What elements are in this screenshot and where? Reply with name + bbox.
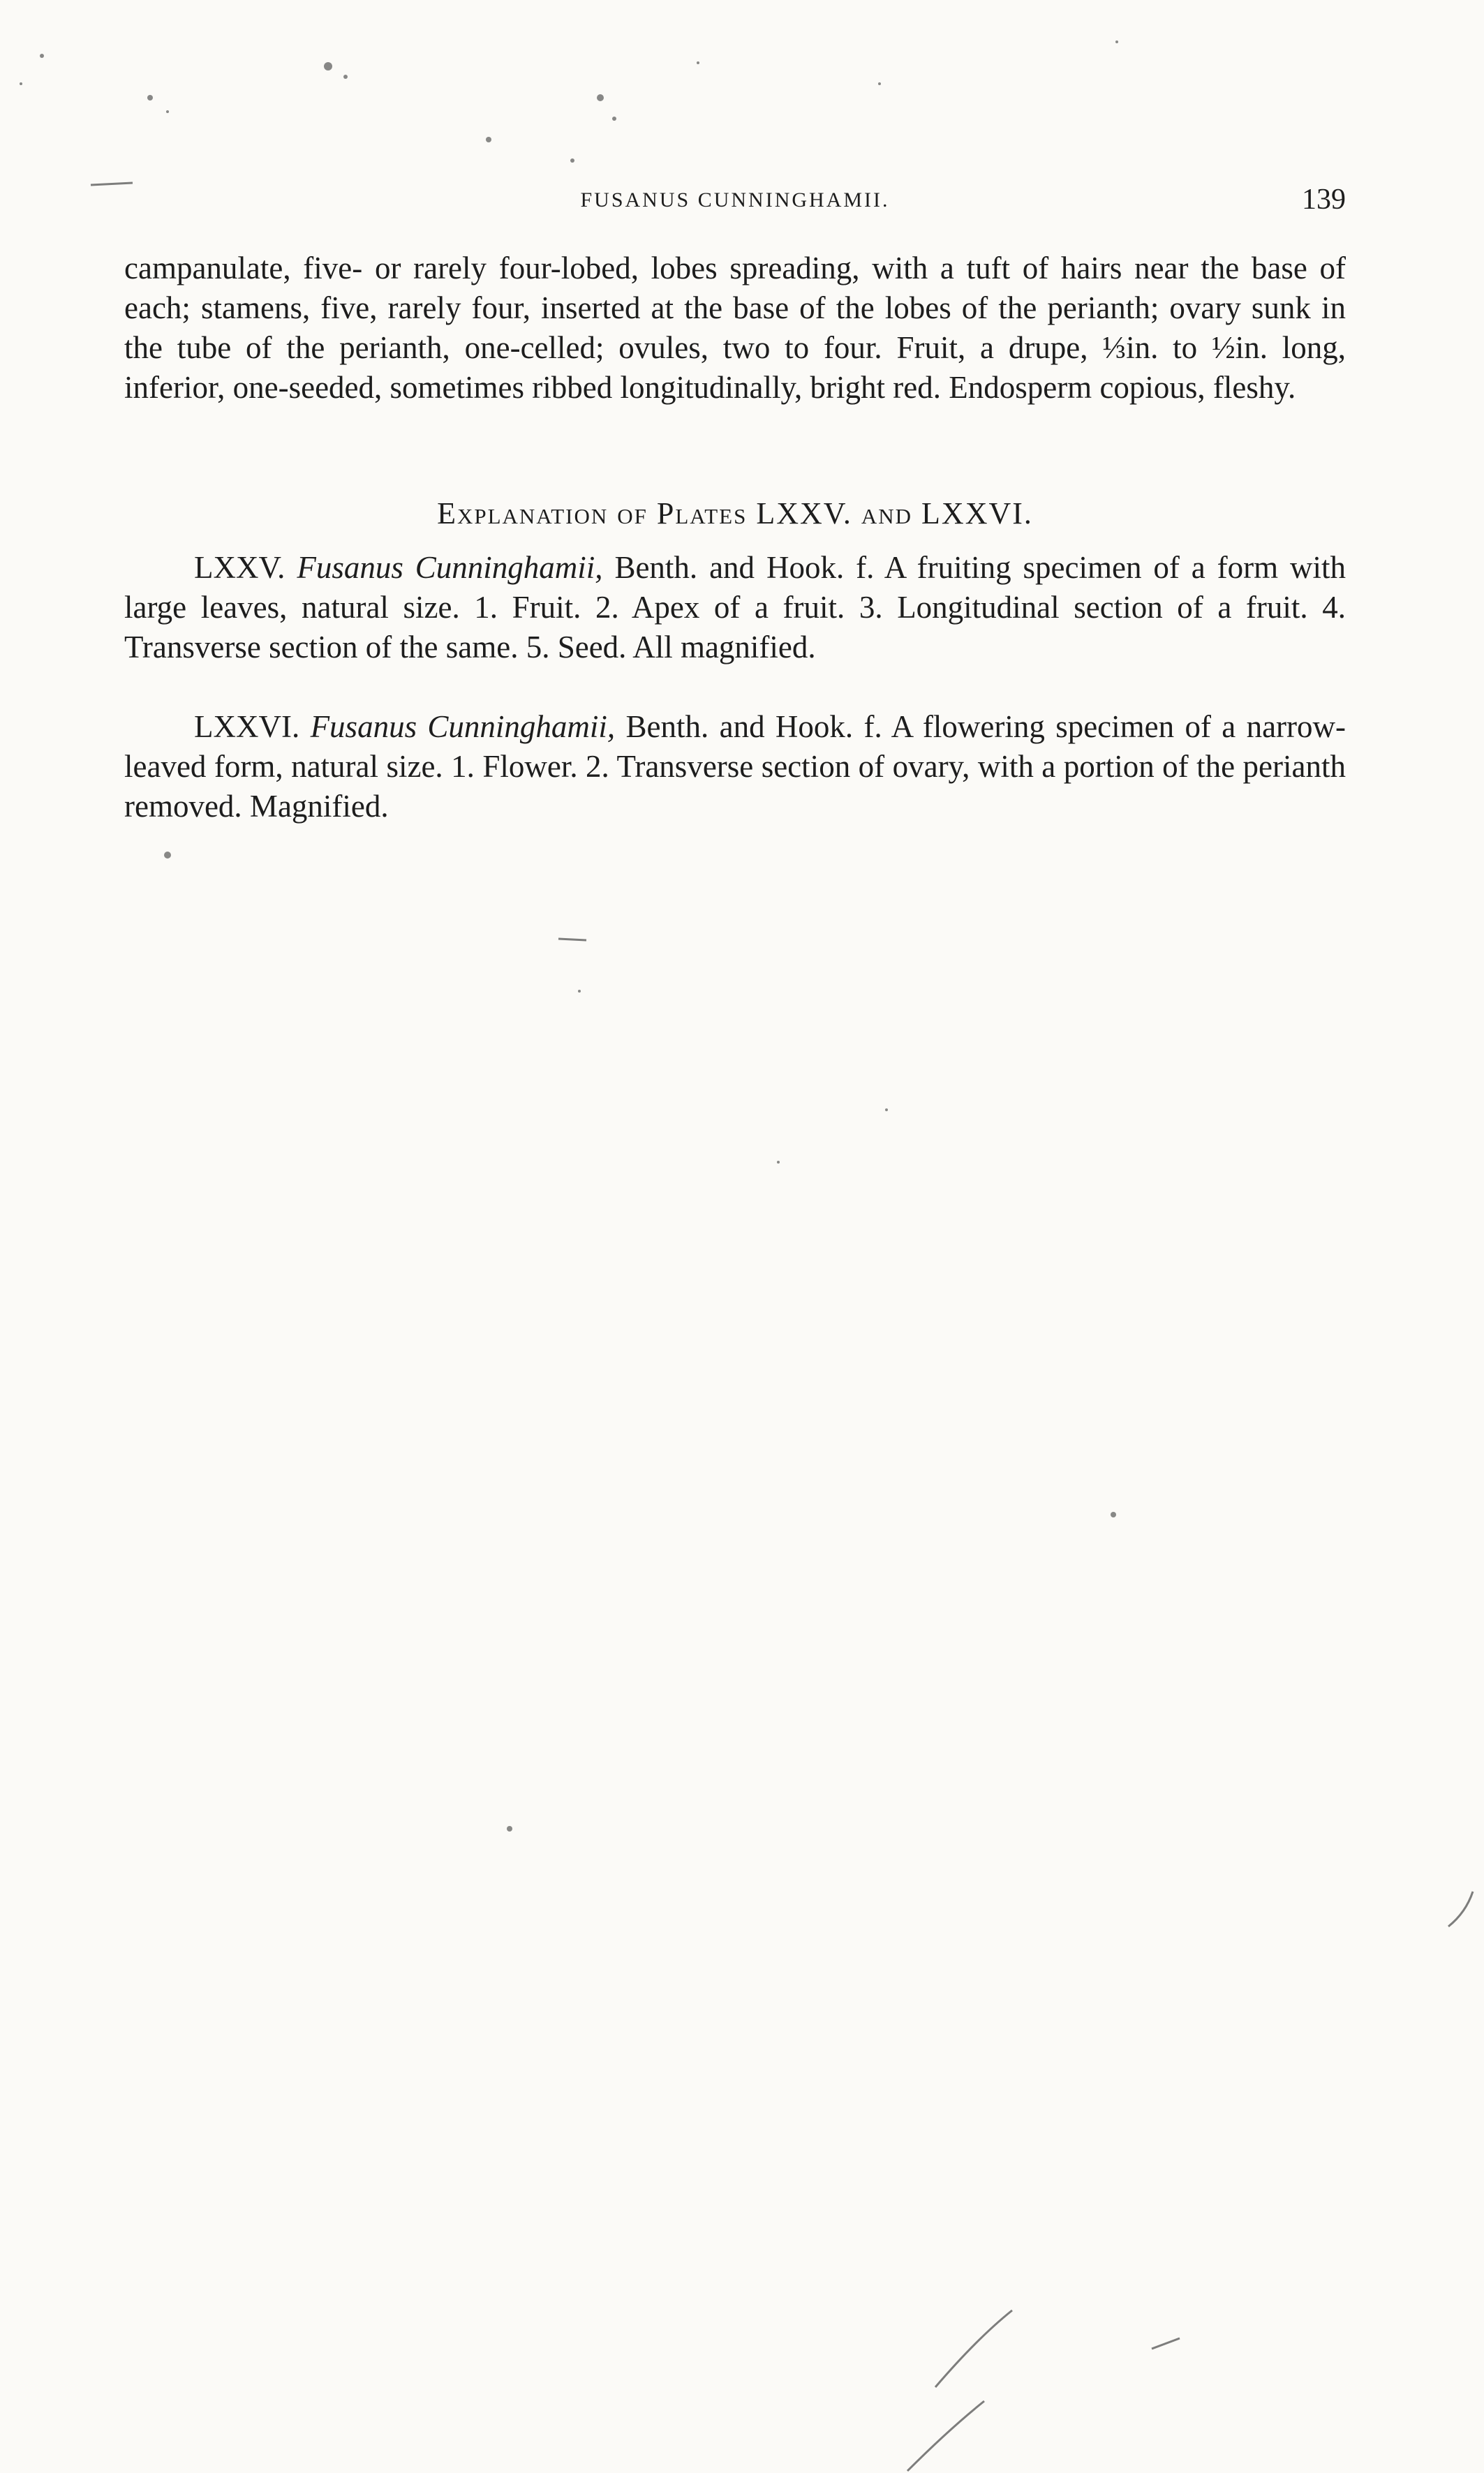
running-head: FUSANUS CUNNINGHAMII.: [580, 188, 890, 211]
page-header: [124, 183, 1346, 225]
plate-number: LXXVI.: [194, 709, 300, 744]
plate-number: LXXV.: [194, 550, 285, 585]
plate-description: Benth. and Hook. f. A flowering specimen of a narrow-leaved form, natural size. 1. Flower. 2. Transverse section of ovary, with a portion of the perianth removed. Magnified.: [124, 709, 1346, 824]
page-number: 139: [1302, 184, 1346, 216]
explanation-heading: Explanation of Plates LXXV. and LXXVI.: [437, 496, 1033, 530]
plate-entry-lxxvi: [124, 707, 1346, 826]
plate-entry-lxxv: [124, 548, 1346, 667]
description-paragraph: campanulate, five- or rarely four-lobed, lobes spreading, with a tuft of hairs near the base of each; stamens, five, rarely four, inserted at the base of the lobes of the perianth; ovary sunk in the tube of the perianth, one-celled; ovules, two to four. Fruit, a drupe, ⅓in. to ½in. long, inferior, one-seeded, sometimes ribbed longitudinally, bright red. Endosperm copious, fleshy.: [124, 251, 1346, 405]
species-name: Fusanus Cunninghamii,: [310, 709, 616, 744]
plate-description: Benth. and Hook. f. A fruiting specimen of a form with large leaves, natural size. 1. Fruit. 2. Apex of a fruit. 3. Longitudinal section of a fruit. 4. Transverse section of the same. 5. Seed. All magnified.: [124, 550, 1346, 664]
species-name: Fusanus Cunninghamii,: [297, 550, 603, 585]
